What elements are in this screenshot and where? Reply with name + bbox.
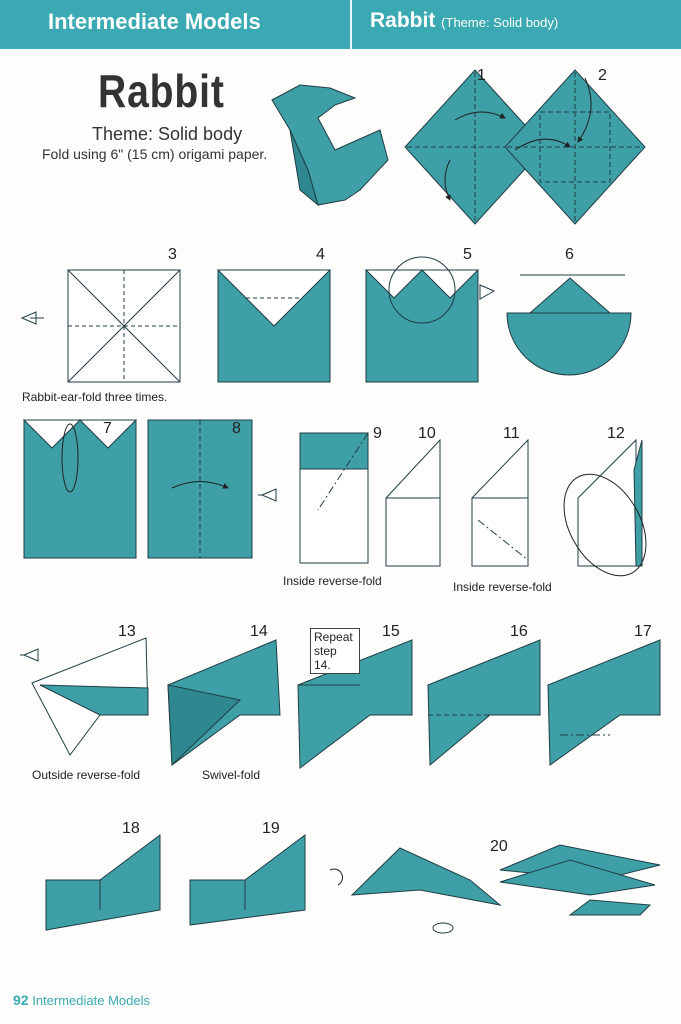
step-2-diagram: [505, 70, 645, 224]
step-number: 10: [418, 425, 436, 442]
footer-section: Intermediate Models: [32, 993, 150, 1008]
step-6-diagram: [507, 275, 631, 375]
step-number: 8: [232, 420, 241, 437]
step-7-diagram: [24, 420, 136, 558]
step-14-diagram: [168, 640, 280, 765]
step-number: 18: [122, 820, 140, 837]
step-number: 6: [565, 246, 574, 263]
step-18-diagram: [46, 835, 160, 930]
step-3-diagram: [22, 270, 180, 382]
theme-text: Theme: Solid body: [92, 124, 243, 144]
step-8-diagram: [148, 420, 276, 558]
page-footer: [13, 992, 150, 1008]
step-number: 13: [118, 623, 136, 640]
page-title: Rabbit: [98, 65, 225, 117]
step-number: 11: [503, 425, 520, 442]
step-13-diagram: [20, 638, 148, 755]
step-number: 12: [607, 425, 625, 442]
step-4-diagram: [218, 270, 330, 382]
step-10-diagram: [386, 440, 440, 566]
page-number: 92: [13, 992, 29, 1008]
step-number: 15: [382, 623, 400, 640]
step-5-diagram: [366, 257, 494, 382]
step-11-diagram: [472, 440, 528, 566]
outside-reverse-fold-label: Outside reverse-fold: [32, 768, 141, 782]
step-number: 2: [598, 67, 607, 84]
step-20-diagram: [330, 845, 660, 933]
finished-rabbit-illustration: [272, 85, 388, 205]
paper-note: Fold using 6" (15 cm) origami paper.: [42, 146, 268, 162]
step-number: 3: [168, 246, 177, 263]
step-number: 17: [634, 623, 652, 640]
section-title: Intermediate Models: [48, 9, 261, 34]
inside-reverse-fold-label: Inside reverse-fold: [453, 580, 552, 594]
step-number: 16: [510, 623, 528, 640]
rabbit-ear-fold-label: Rabbit-ear-fold three times.: [22, 390, 168, 404]
step-number: 19: [262, 820, 280, 837]
step-16-diagram: [428, 640, 540, 765]
step-17-diagram: [548, 640, 660, 765]
model-theme: (Theme: Solid body): [441, 15, 559, 30]
step-12-diagram: [547, 440, 663, 590]
swivel-fold-label: Swivel-fold: [202, 768, 261, 782]
step-number: 20: [490, 838, 508, 855]
step-number: 1: [477, 67, 486, 84]
step-number: 14: [250, 623, 268, 640]
step-number: 7: [103, 420, 112, 437]
step-number: 4: [316, 246, 325, 263]
step-number: 9: [373, 425, 382, 442]
step-9-diagram: [300, 433, 368, 563]
step-number: 5: [463, 246, 472, 263]
model-name: Rabbit: [370, 9, 436, 32]
repeat-step-callout: Repeat step 14.: [310, 628, 360, 674]
inside-reverse-fold-label: Inside reverse-fold: [283, 574, 382, 588]
step-19-diagram: [190, 835, 305, 925]
